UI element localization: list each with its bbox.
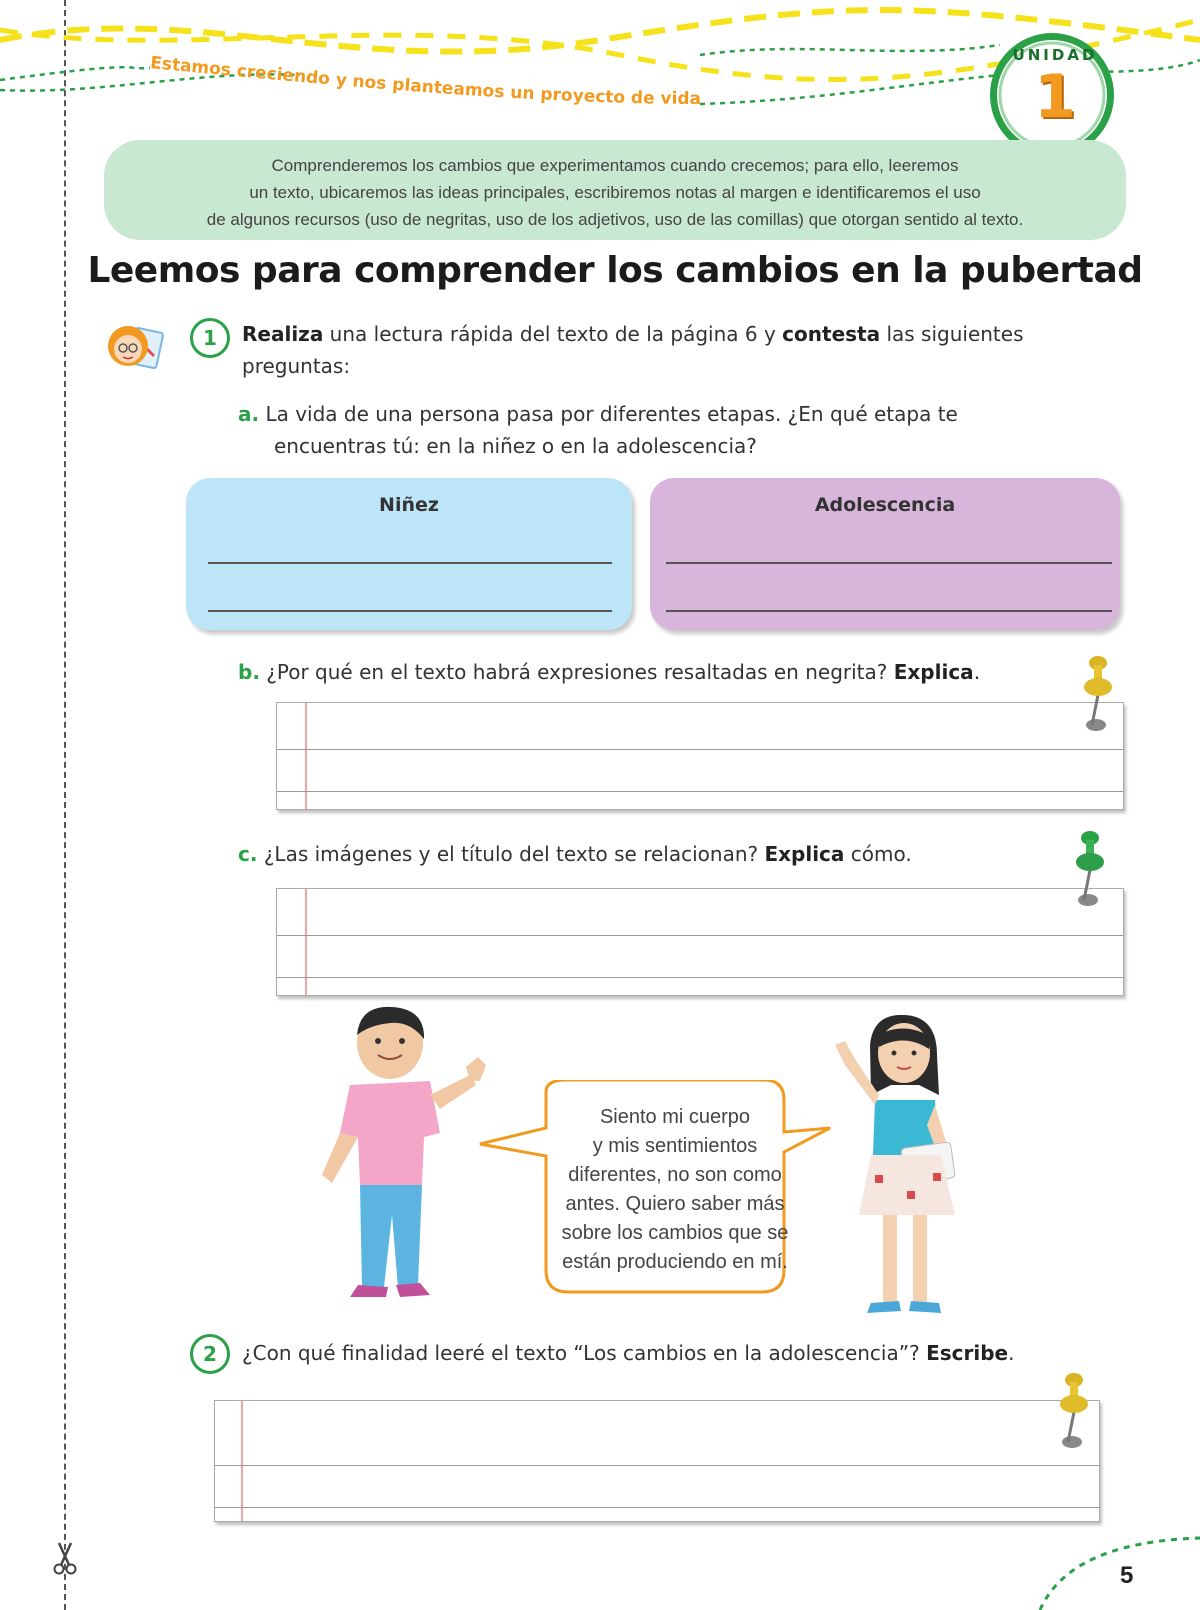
question-letter: b. xyxy=(238,660,260,684)
verb-explica: Explica xyxy=(764,842,845,866)
activity-number-2: 2 xyxy=(190,1334,230,1374)
verb-realiza: Realiza xyxy=(242,322,324,346)
adolescencia-box xyxy=(650,478,1120,630)
reading-activity-icon xyxy=(104,322,164,374)
corner-decoration xyxy=(1030,1530,1200,1610)
answer-line[interactable] xyxy=(208,562,612,564)
note-rule xyxy=(215,1507,1099,1508)
unit-number: 1 xyxy=(1034,62,1076,132)
answer-note-2[interactable] xyxy=(214,1400,1100,1522)
answer-note-c[interactable] xyxy=(276,888,1124,996)
answer-line[interactable] xyxy=(666,610,1112,612)
intro-line: un texto, ubicaremos las ideas principales, escribiremos notas al margen e identificaremos el uso xyxy=(249,183,981,202)
prompt-text: una lectura rápida del texto de la página 6 y xyxy=(323,322,783,346)
intro-box xyxy=(104,140,1126,240)
verb-contesta: contesta xyxy=(782,322,881,346)
speech-line: diferentes, no son como xyxy=(568,1164,782,1186)
intro-line: Comprenderemos los cambios que experimentamos cuando crecemos; para ello, leeremos xyxy=(271,156,959,175)
punctuation: . xyxy=(973,660,981,684)
speech-line: están produciendo en mí. xyxy=(562,1251,788,1273)
punctuation: . xyxy=(1008,1341,1015,1365)
question-b xyxy=(238,656,1098,688)
activity-2-prompt xyxy=(242,1337,1112,1369)
yellow-pushpin-icon xyxy=(1054,1372,1098,1452)
answer-line[interactable] xyxy=(208,610,612,612)
question-letter: c. xyxy=(238,842,258,866)
unit-label: UNIDAD xyxy=(1012,46,1098,64)
note-margin xyxy=(305,889,307,995)
question-c-text: ¿Las imágenes y el título del texto se relacionan? xyxy=(263,842,765,866)
ninez-title: Niñez xyxy=(379,494,439,516)
speech-line: sobre los cambios que se xyxy=(561,1222,789,1244)
page-number: 5 xyxy=(1120,1562,1134,1589)
scissors-icon xyxy=(50,1540,80,1576)
verb-explica: Explica xyxy=(893,660,974,684)
question-letter: a. xyxy=(238,402,260,426)
question-a-text: La vida de una persona pasa por diferentes etapas. ¿En qué etapa te xyxy=(265,402,958,426)
note-rule xyxy=(277,749,1123,750)
girl-illustration xyxy=(815,1015,985,1325)
speech-line: antes. Quiero saber más xyxy=(565,1193,785,1215)
speech-line: Siento mi cuerpo xyxy=(599,1106,751,1128)
activity-1-prompt xyxy=(242,318,1122,350)
question-a-cont: encuentras tú: en la niñez o en la adolescencia? xyxy=(274,434,757,458)
note-rule xyxy=(277,977,1123,978)
note-rule xyxy=(277,791,1123,792)
answer-line[interactable] xyxy=(666,562,1112,564)
speech-text xyxy=(530,1103,820,1277)
prompt-text: las siguientes xyxy=(880,322,1024,346)
activity-1-prompt-cont: preguntas: xyxy=(242,354,351,378)
speech-line: y mis sentimientos xyxy=(592,1135,758,1157)
ninez-box xyxy=(186,478,632,630)
adolescencia-title: Adolescencia xyxy=(814,494,956,516)
note-rule xyxy=(277,935,1123,936)
note-margin xyxy=(241,1401,243,1521)
note-margin xyxy=(305,703,307,809)
activity-2-text: ¿Con qué finalidad leeré el texto “Los cambios en la adolescencia”? xyxy=(242,1341,927,1365)
question-b-text: ¿Por qué en el texto habrá expresiones resaltadas en negrita? xyxy=(266,660,894,684)
yellow-pushpin-icon xyxy=(1078,655,1122,735)
question-a xyxy=(238,398,1118,430)
verb-escribe: Escribe xyxy=(926,1341,1009,1365)
intro-line: de algunos recursos (uso de negritas, uso de los adjetivos, uso de las comillas) que otorgan sentido al texto. xyxy=(206,210,1024,229)
banner-text: Estamos creciendo y nos planteamos un proyecto de vida xyxy=(149,53,701,110)
question-c-end: cómo. xyxy=(844,842,912,866)
green-pushpin-icon xyxy=(1070,830,1114,910)
question-c xyxy=(238,838,1098,870)
answer-note-b[interactable] xyxy=(276,702,1124,810)
note-rule xyxy=(215,1465,1099,1466)
cut-line xyxy=(64,0,66,1610)
page-title: Leemos para comprender los cambios en la pubertad xyxy=(87,250,1143,291)
activity-number-1: 1 xyxy=(190,318,230,358)
